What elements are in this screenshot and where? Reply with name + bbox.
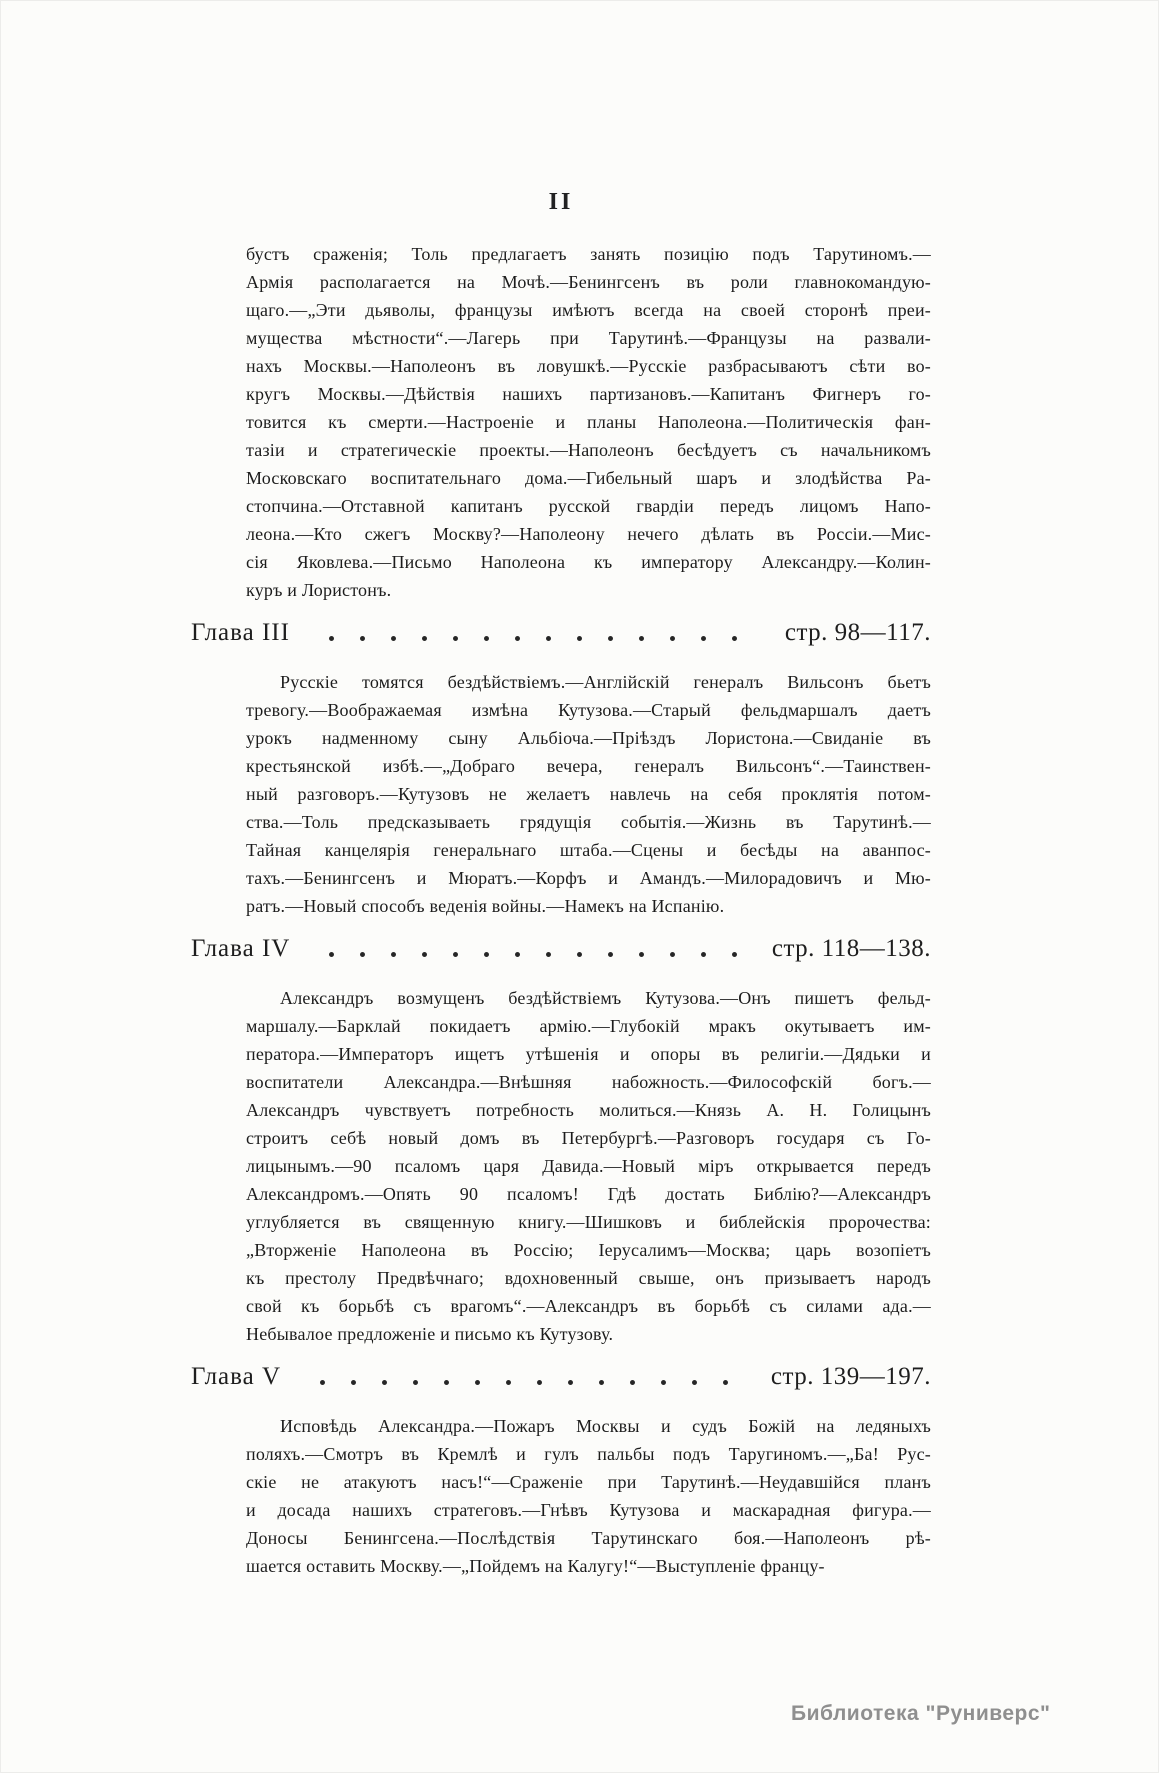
toc-text-line: Тайная канцелярія генеральнаго штаба.—Сцены и бесѣды на аванпос- xyxy=(246,840,931,860)
toc-text-line: шается оставить Москву.—„Пойдемъ на Калугу!“—Выступленіе францу- xyxy=(246,1556,825,1576)
toc-text-line: крестьянской избѣ.—„Добраго вечера, генералъ Вильсонъ“.—Таинствен- xyxy=(246,756,931,776)
toc-text-line: поляхъ.—Смотръ въ Кремлѣ и гулъ пальбы подъ Таругиномъ.—„Ба! Рус- xyxy=(246,1444,931,1464)
toc-text-line: ратъ.—Новый способъ веденія войны.—Намекъ на Испанію. xyxy=(246,896,725,916)
toc-text-line: стопчина.—Отставной капитанъ русской гвардіи передъ лицомъ Напо- xyxy=(246,496,931,516)
toc-text-line: леона.—Кто сжегъ Москву?—Наполеону нечего дѣлать въ Россіи.—Мис- xyxy=(246,524,931,544)
toc-text-line: къ престолу Предвѣчнаго; вдохновенный свыше, онъ призываетъ народъ xyxy=(246,1268,931,1288)
chapter-page-range: стр. 98—117. xyxy=(784,619,931,646)
chapter-page-range: стр. 118—138. xyxy=(771,935,931,962)
toc-text-line: товится къ смерти.—Настроеніе и планы Наполеона.—Политическія фан- xyxy=(246,412,931,432)
toc-text-line: тахъ.—Бенингсенъ и Мюратъ.—Корфъ и Амандъ.—Милорадовичъ и Мю- xyxy=(246,868,931,888)
toc-text-line: ства.—Толь предсказываеть грядущія событія.—Жизнь въ Тарутинѣ.— xyxy=(246,812,931,832)
toc-text-line: Русскіе томятся бездѣйствіемъ.—Англійскій генералъ Вильсонъ бьетъ xyxy=(280,672,931,692)
chapter-summary-4 xyxy=(246,984,931,1348)
dot-leader xyxy=(316,635,763,642)
toc-text-line: сія Яковлева.—Письмо Наполеона къ императору Александру.—Колин- xyxy=(246,552,931,572)
toc-text-line: тазіи и стратегическіе проекты.—Наполеонъ бесѣдуетъ съ начальникомъ xyxy=(246,440,931,460)
toc-text-line: свой къ борьбѣ съ врагомъ“.—Александръ въ борьбѣ съ силами ада.— xyxy=(246,1296,931,1316)
toc-text-line: и досада нашихъ стратеговъ.—Гнѣвъ Кутузова и маскарадная фигура.— xyxy=(246,1500,931,1520)
toc-text-line: строитъ себѣ новый домъ въ Петербургѣ.—Разговоръ государя съ Го- xyxy=(246,1128,931,1148)
toc-text-line: щаго.—„Эти дьяволы, французы имѣютъ всегда на своей сторонѣ преи- xyxy=(246,300,931,320)
toc-text-line: нахъ Москвы.—Наполеонъ въ ловушкѣ.—Русскіе разбрасываютъ сѣти во- xyxy=(246,356,931,376)
toc-text-line: Доносы Бенингсена.—Послѣдствія Тарутинскаго боя.—Наполеонъ рѣ- xyxy=(246,1528,931,1548)
toc-text-line: мущества мѣстности“.—Лагерь при Тарутинѣ.—Французы на развали- xyxy=(246,328,931,348)
toc-continuation-paragraph xyxy=(246,240,931,604)
toc-text-line: Исповѣдь Александра.—Пожаръ Москвы и судъ Божій на ледяныхъ xyxy=(280,1416,931,1436)
toc-text-line: воспитатели Александра.—Внѣшняя набожность.—Философскій богъ.— xyxy=(246,1072,931,1092)
toc-text-line: Александромъ.—Опять 90 псаломъ! Гдѣ достать Библію?—Александръ xyxy=(246,1184,931,1204)
toc-text-line: куръ и Лористонъ. xyxy=(246,580,392,600)
chapter-title: Глава III xyxy=(191,619,290,646)
toc-text-line: Московскаго воспитательнаго дома.—Гибельный шаръ и злодѣйства Ра- xyxy=(246,468,931,488)
toc-text-line: бустъ сраженія; Толь предлагаетъ занять позицію подъ Тарутиномъ.— xyxy=(246,244,931,264)
toc-text-line: кругъ Москвы.—Дѣйствія нашихъ партизановъ.—Капитанъ Фигнеръ го- xyxy=(246,384,931,404)
dot-leader xyxy=(316,951,749,958)
toc-text-line: лицынымъ.—90 псаломъ царя Давида.—Новый міръ открывается передъ xyxy=(246,1156,931,1176)
chapter-heading-4 xyxy=(191,932,931,966)
chapter-summary-3 xyxy=(246,668,931,920)
toc-text-line: Армія располагается на Мочѣ.—Бенингсенъ въ роли главнокомандую- xyxy=(246,272,931,292)
chapter-title: Глава IV xyxy=(191,935,291,962)
chapter-heading-3 xyxy=(191,616,931,650)
toc-text-line: ператора.—Императоръ ищетъ утѣшенія и опоры въ религіи.—Дядьки и xyxy=(246,1044,931,1064)
toc-text-line: ный разговоръ.—Кутузовъ не желаетъ навлечь на себя проклятія потом- xyxy=(246,784,931,804)
toc-text-line: урокъ надменному сыну Альбіоча.—Пріѣздъ Лористона.—Свиданіе въ xyxy=(246,728,931,748)
library-watermark: Библиотека "Руниверс" xyxy=(791,1702,1051,1725)
toc-text-line: маршалу.—Барклай покидаетъ армію.—Глубокій мракъ окутываетъ им- xyxy=(246,1016,931,1036)
chapter-page-range: стр. 139—197. xyxy=(770,1363,931,1390)
chapter-title: Глава V xyxy=(191,1363,282,1390)
toc-text-line: „Вторженіе Наполеона въ Россію; Іерусалимъ—Москва; царь возопіетъ xyxy=(246,1240,931,1260)
page-number: II xyxy=(548,189,574,215)
chapter-heading-5 xyxy=(191,1360,931,1394)
text-column xyxy=(191,189,931,1580)
toc-text-line: тревогу.—Воображаемая измѣна Кутузова.—Старый фельдмаршалъ даетъ xyxy=(246,700,931,720)
toc-text-line: углубляется въ священную книгу.—Шишковъ и библейскія пророчества: xyxy=(246,1212,931,1232)
toc-text-line: Александръ возмущенъ бездѣйствіемъ Кутузова.—Онъ пишетъ фельд- xyxy=(280,988,931,1008)
chapter-summary-5 xyxy=(246,1412,931,1580)
toc-text-line: Александръ чувствуетъ потребность молиться.—Князь А. Н. Голицынъ xyxy=(246,1100,931,1120)
dot-leader xyxy=(307,1379,749,1386)
toc-text-line: Небывалое предложеніе и письмо къ Кутузову. xyxy=(246,1324,614,1344)
toc-text-line: скіе не атакуютъ насъ!“—Сраженіе при Тарутинѣ.—Неудавшійся планъ xyxy=(246,1472,931,1492)
